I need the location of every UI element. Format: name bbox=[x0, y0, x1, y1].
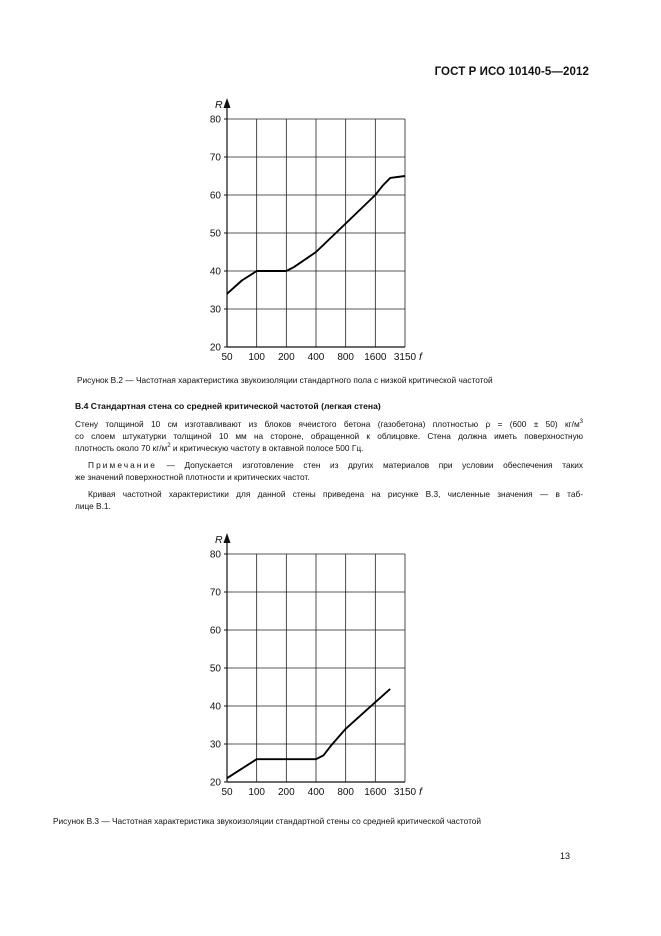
section-heading: В.4 Стандартная стена со средней критической частотой (легкая стена) bbox=[75, 401, 381, 411]
y-tick-label: 60 bbox=[209, 625, 221, 637]
note-block bbox=[88, 459, 583, 471]
x-tick-label: 50 bbox=[221, 787, 233, 798]
figure-b2-chart bbox=[200, 92, 440, 372]
y-tick-label: 60 bbox=[209, 190, 221, 202]
paragraph-wall-description-end bbox=[75, 442, 363, 454]
x-tick-label: 1600 bbox=[364, 787, 387, 798]
y-tick-label: 40 bbox=[209, 701, 221, 713]
note-line: же значений поверхностной плотности и критических частот. bbox=[75, 472, 310, 482]
y-tick-label: 70 bbox=[209, 587, 221, 599]
paragraph-wall-description bbox=[75, 418, 583, 442]
paragraph-figure-reference-end bbox=[75, 500, 111, 512]
y-tick-label: 40 bbox=[209, 266, 221, 278]
y-tick-label: 50 bbox=[209, 228, 221, 240]
x-tick-label: 100 bbox=[248, 787, 266, 798]
y-axis-label: R bbox=[215, 534, 223, 546]
y-axis-arrow-icon bbox=[224, 98, 231, 108]
series-line bbox=[227, 689, 390, 778]
y-tick-label: 20 bbox=[209, 342, 221, 354]
document-header: ГОСТ Р ИСО 10140-5—2012 bbox=[434, 66, 589, 78]
y-tick-label: 20 bbox=[209, 777, 221, 789]
y-tick-label: 70 bbox=[209, 152, 221, 164]
x-tick-label: 200 bbox=[277, 352, 295, 363]
y-tick-label: 80 bbox=[209, 549, 221, 561]
figure-b3-chart bbox=[200, 527, 440, 807]
figure-b2-caption: Рисунок В.2 — Частотная характеристика звукоизоляции стандартного пола с низкой критической частотой bbox=[77, 375, 493, 385]
x-tick-label: 3150 bbox=[393, 787, 417, 798]
x-axis-label: f bbox=[419, 786, 422, 798]
page-number: 13 bbox=[560, 851, 571, 861]
x-tick-label: 50 bbox=[221, 352, 233, 363]
y-tick-label: 30 bbox=[209, 304, 221, 316]
paragraph-line: Стену толщиной 10 см изготавливают из блоков ячеистого бетона (газобетона) плотностью ρ = (600 ± 50) $кг/м^3$ bbox=[75, 419, 583, 429]
paragraph-figure-reference bbox=[88, 488, 583, 500]
x-tick-label: 800 bbox=[337, 352, 355, 363]
paragraph-line: плотность около 70 $кг/м^2$ и критическую частоту в октавной полосе 500 Гц. bbox=[75, 443, 364, 453]
figure-b3-caption: Рисунок В.3 — Частотная характеристика звукоизоляции стандартной стены со средней критической частотой bbox=[53, 816, 482, 826]
x-tick-label: 100 bbox=[248, 352, 266, 363]
y-axis-label: R bbox=[215, 99, 223, 111]
y-tick-label: 50 bbox=[209, 663, 221, 675]
x-tick-label: 400 bbox=[307, 787, 325, 798]
y-tick-label: 80 bbox=[209, 114, 221, 126]
paragraph-line: Кривая частотной характеристики для данной стены приведена на рисунке В.3, численные значения — в таб- bbox=[88, 489, 583, 499]
paragraph-line: со слоем штукатурки толщиной 10 мм на стороне, обращенной к облицовке. Стена должна иметь поверхностную bbox=[75, 431, 583, 442]
x-tick-label: 200 bbox=[277, 787, 295, 798]
x-tick-label: 800 bbox=[337, 787, 355, 798]
x-tick-label: 3150 bbox=[393, 352, 417, 363]
x-tick-label: 1600 bbox=[364, 352, 387, 363]
note-label: Примечание bbox=[88, 460, 158, 470]
note-line: Примечание — Допускается изготовление стен из других материалов при условии обеспечения таких bbox=[88, 460, 583, 470]
x-tick-label: 400 bbox=[307, 352, 325, 363]
x-axis-label: f bbox=[419, 351, 422, 363]
y-axis-arrow-icon bbox=[224, 533, 231, 543]
paragraph-line: лице В.1. bbox=[75, 501, 111, 511]
y-tick-label: 30 bbox=[209, 739, 221, 751]
note-block-end bbox=[75, 471, 310, 483]
